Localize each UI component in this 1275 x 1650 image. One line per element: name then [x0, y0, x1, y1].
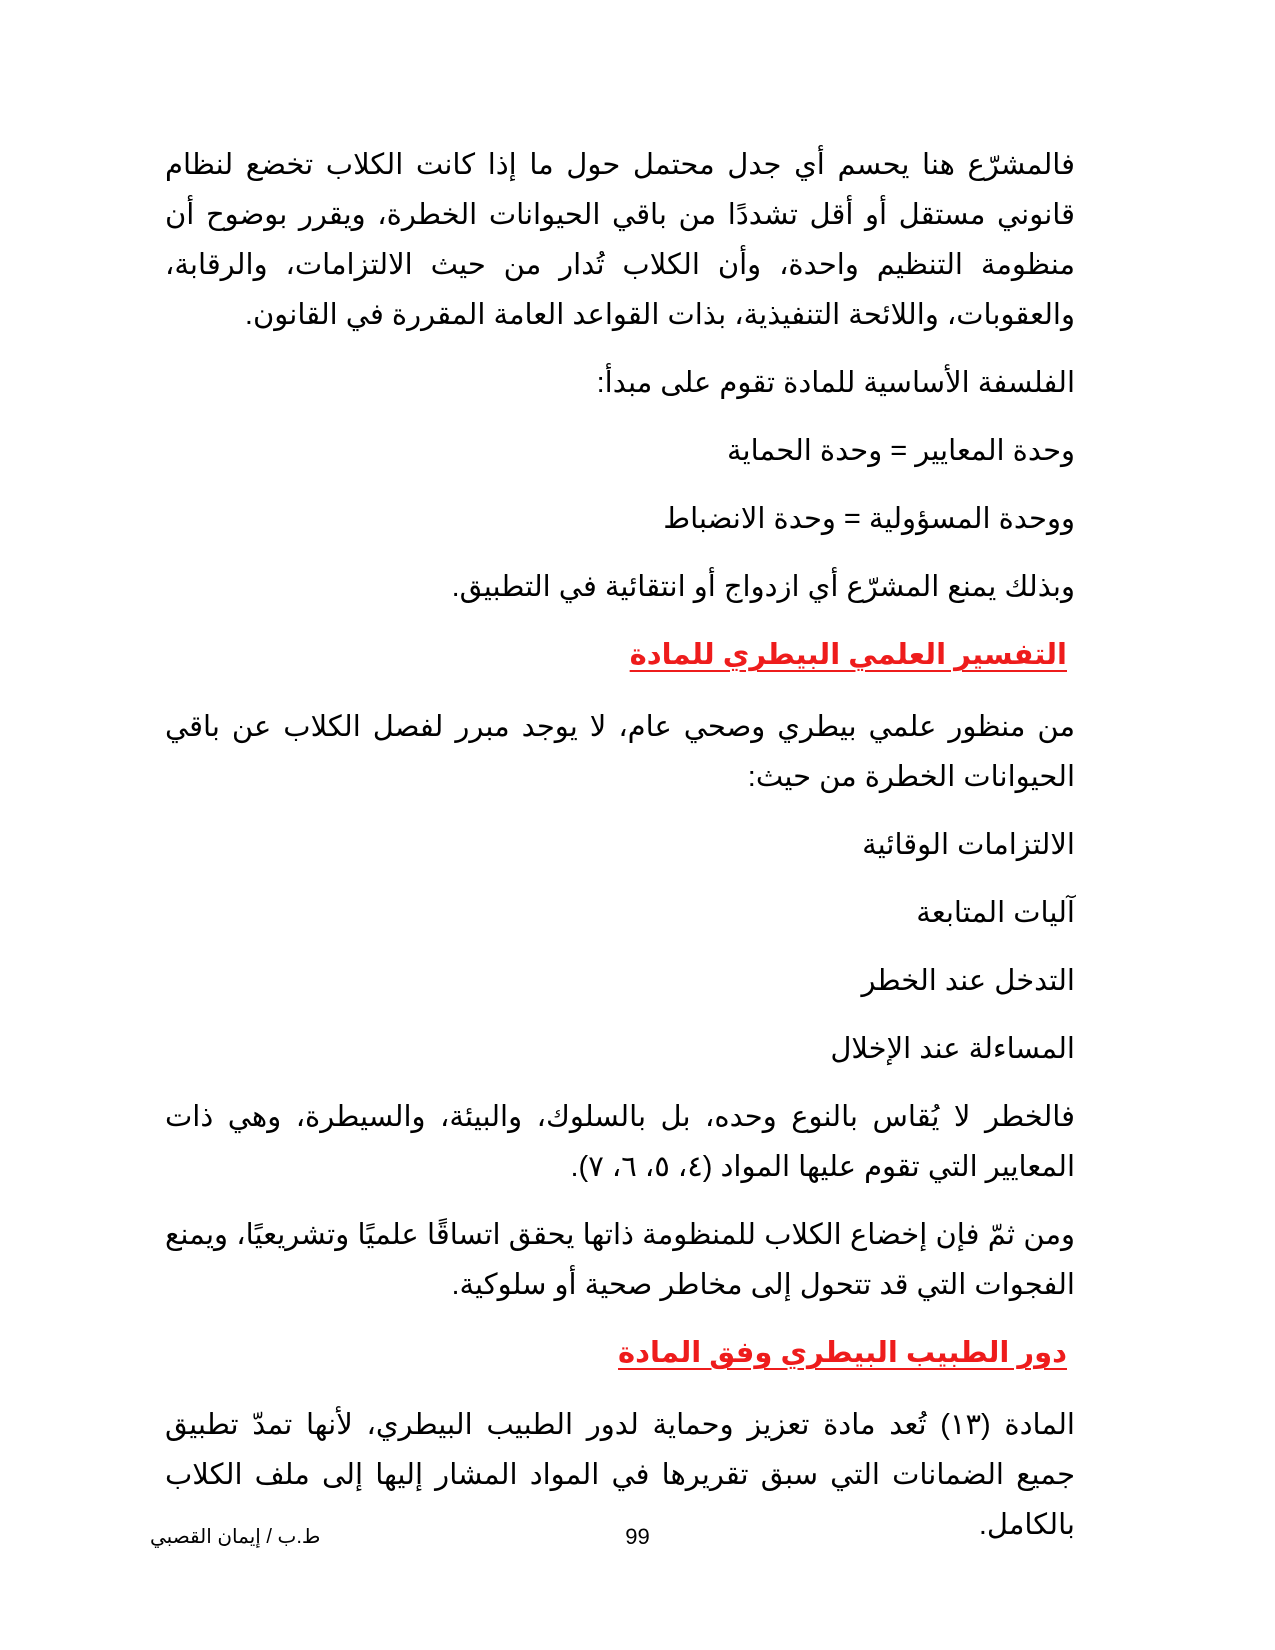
heading-scientific-veterinary-interpretation: التفسير العلمي البيطري للمادة: [629, 639, 1067, 671]
list-item-follow-up-mechanisms: آليات المتابعة: [916, 897, 1075, 929]
document-body: [165, 140, 1075, 1568]
paragraph-danger-not-measured-by-type: فالخطر لا يُقاس بالنوع وحده، بل بالسلوك، والبيئة، والسيطرة، وهي ذات المعايير التي تقوم عليها المواد (٤، ٥، ٦، ٧).: [165, 1101, 1075, 1183]
paragraph-legislator-resolves: فالمشرّع هنا يحسم أي جدل محتمل حول ما إذا كانت الكلاب تخضع لنظام قانوني مستقل أو أقل تشددًا من باقي الحيوانات الخطرة، ويقرر بوضوح أن منظومة التنظيم واحدة، وأن الكلاب تُدار من حيث الالتزامات، والرقابة، والعقوبات، واللائحة التنفيذية، بذات القواعد العامة المقررة في القانون.: [165, 149, 1075, 331]
paragraph-basic-philosophy: الفلسفة الأساسية للمادة تقوم على مبدأ:: [596, 367, 1075, 399]
paragraph-subjecting-dogs: ومن ثمّ فإن إخضاع الكلاب للمنظومة ذاتها يحقق اتساقًا علميًا وتشريعيًا، ويمنع الفجوات التي قد تتحول إلى مخاطر صحية أو سلوكية.: [165, 1219, 1075, 1301]
paragraph-unity-of-standards: وحدة المعايير = وحدة الحماية: [727, 435, 1075, 467]
list-item-accountability: المساءلة عند الإخلال: [830, 1033, 1075, 1065]
list-item-intervention-at-danger: التدخل عند الخطر: [861, 965, 1075, 997]
footer-author: ط.ب / إيمان القصبي: [150, 1526, 321, 1548]
paragraph-scientific-perspective: من منظور علمي بيطري وصحي عام، لا يوجد مبرر لفصل الكلاب عن باقي الحيوانات الخطرة من حيث:: [165, 711, 1075, 793]
paragraph-article-13: المادة (١٣) تُعد مادة تعزيز وحماية لدور الطبيب البيطري، لأنها تمدّ تطبيق جميع الضمانات التي سبق تقريرها في المواد المشار إليها إلى ملف الكلاب بالكامل.: [165, 1409, 1075, 1541]
heading-veterinarian-role: دور الطبيب البيطري وفق المادة: [618, 1337, 1067, 1369]
paragraph-prevents-duplication: وبذلك يمنع المشرّع أي ازدواج أو انتقائية في التطبيق.: [451, 571, 1075, 603]
page-number: 99: [625, 1524, 650, 1549]
paragraph-unity-of-responsibility: ووحدة المسؤولية = وحدة الانضباط: [663, 503, 1075, 535]
list-item-preventive-obligations: الالتزامات الوقائية: [862, 829, 1075, 861]
